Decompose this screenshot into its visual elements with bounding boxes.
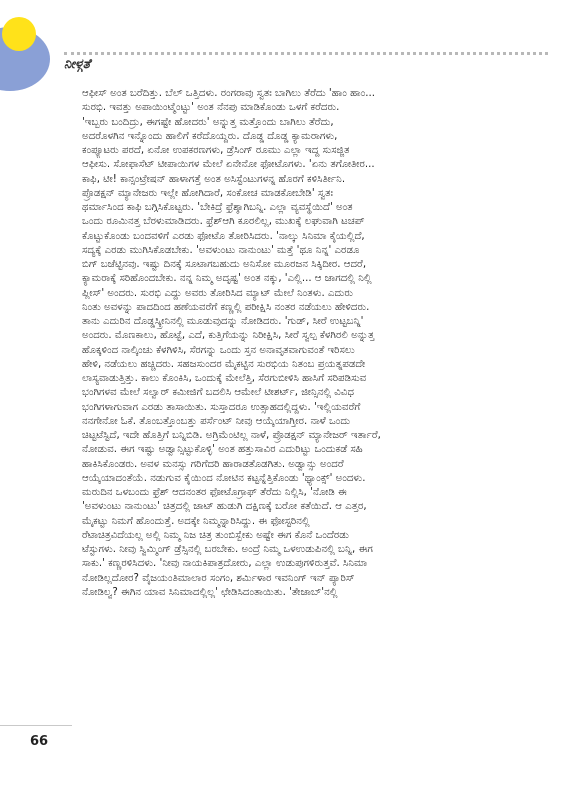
body-line: ಸುರಭಿ. ಇವತ್ತು ಅಪಾಯಿಂಟ್ಮೆಂಟ್ಟು' ಅಂತ ನೆನಪು ಮಾಡಿಕೊಂಡು ಒಳಗೆ ಕರೆದರು. (82, 102, 340, 114)
body-line: ತಾನು ಎದುರಿನ ದೊಡ್ಡಸ್ಕ್ರೀನಿನಲ್ಲಿ ಮೂಡುವುದನ್ನು ನೋಡಿದರು. 'ಗುಡ್, ಸೀರೆ ಉಟ್ಟಬನ್ನಿ' (82, 316, 364, 327)
section-title: ನೀಳ್ಗತೆ (64, 57, 91, 72)
article-body (82, 87, 522, 600)
body-line: ನನಗೇನೋ ಓಕೆ. ತೊಂಬತ್ತೊಂಬತ್ತು ಪರ್ಸೆಂಟ್ ನೀವು ಆಯ್ಕೆಯಾಗ್ತೀರ. ನಾಳೆ ಒಂದು (82, 415, 351, 427)
body-line: ಭಂಗಿಗಳವ ಮೇಲೆ ಸಲ್ವಾರ್ ಕಮೀಜಿಗೆ ಬದಲಿಸಿ ಆಮೇಲೆ ಟೀಶರ್ಟ್, ಜೀನ್ಸಿನಲ್ಲಿ ವಿವಿಧ (82, 387, 355, 399)
body-line: ಕ್ಯಾಮರಾಕ್ಕೆ ಸರಿಹೊಂದಬೇಕು. ನನ್ನ ನಿಮ್ಮ ಅದೃಷ್ಟ' ಅಂತ ನಕ್ಕು, 'ಎಲ್ಲಿ... ಆ ಜಾಗದಲ್ಲಿ ನಿಲ್ಲಿ (82, 273, 372, 285)
body-line: ಆಯ್ಕೆಯಾದಂತೆಯೆ. ನಡುಗುವ ಕೈಯಿಂದ ನೋಟಿನ ಕಟ್ಟನ್ನೆತ್ತಿಕೊಂಡು 'ಥ್ಯಾಂಕ್ಸ್' ಅಂದಳು. (82, 472, 366, 484)
body-line: ಆಫೀಸು. ಸೋಫಾಸೆಟ್ ಟೀಪಾಯಿಗಳ ಮೇಲೆ ಏನೇನೋ ಫೋಟೊಗಳು. 'ಏನು ತಗೋತೀರ... (82, 159, 375, 171)
body-line: 'ಇಬ್ಬರು ಬಂದಿದ್ರು, ಈಗಷ್ಟೇ ಹೋದರು' ಅನ್ನುತ್ತ ಮತ್ತೊಂದು ಬಾಗಿಲು ತೆರೆದು, (82, 116, 334, 128)
body-line: 'ಅವಳುಂಟು ನಾನುಂಟು' ಚಿತ್ರದಲ್ಲಿ ಜಾಟ್ ಹುಡುಗಿ ದಕ್ಷಿಣಕ್ಕೆ ಬರೋ ಕತೆಯಿದೆ. ಆ ಎತ್ತರ, (82, 501, 367, 513)
body-line: ಕೊಟ್ಟುಕೊಂಡು ಬಂದವಳಿಗೆ ಎರಡು ಫೋಟೊ ತೋರಿಸಿದರು. 'ನಾಲ್ಕು ಸಿನಿಮಾ ಕೈಯಲ್ಲಿದೆ, (82, 230, 365, 242)
body-line: ಕಾಫಿ, ಟೀ! ಕಾನ್ಸಂಟ್ರೇಷನ್ ಹಾಳಾಗತ್ತೆ ಅಂತ ಅಸಿಸ್ಟೆಂಟುಗಳನ್ನ ಹೊರಗೆ ಕಳಿಸಿರ್ತೀನಿ. (82, 173, 346, 185)
body-line: ಪ್ರೊಡಕ್ಷನ್ ಮ್ಯಾನೇಜರು ಇಲ್ಲೇ ಹೋಗಿದಾರೆ, ಸಂಕೋಚ ಮಾಡಕೋಬೇಡಿ' ಸ್ವತಃ (82, 187, 334, 199)
body-line: ಕಂಪ್ಯೂಟರು ಪರದೆ, ಏನೋ ಉಪಕರಣಗಳು, ಡ್ರೆಸಿಂಗ್ ರೂಮು ಎಲ್ಲಾ ಇದ್ದ ಸುಸಜ್ಜಿತ (82, 145, 350, 156)
body-line: ಸದ್ಯಕ್ಕೆ ಎರಡು ಮುಗಿಸಿಕೊಡಬೇಕು. 'ಅವಳುಂಟು ನಾನುಂಟು' ಮತ್ತೆ 'ಥೂ ನಿನ್ನ' ಎರಡೂ (82, 244, 360, 256)
body-line: ಅದರೊಳಗಿನ ಇನ್ನೊಂದು ಹಾಲಿಗೆ ಕರೆದೊಯ್ದರು. ದೊಡ್ಡ ದೊಡ್ಡ ಕ್ಯಾಮರಾಗಳು, (82, 130, 338, 142)
body-line: ಹೇಳಿ, ನಡೆಯಲು ಹಚ್ಚಿದರು. ಸಹಜಸುಂದರ ಮೈಕಟ್ಟಿನ ಸುರಭಿಯ ನಿತಂಬ ಪ್ರಯತ್ನಪಡದೇ (82, 358, 366, 370)
body-line: ಟೆಸ್ಟುಗಳು. ನೀವು ಸ್ವಿಮ್ಮಿಂಗ್ ಡ್ರೆಸ್ಸಿನಲ್ಲಿ ಬರಬೇಕು. ಅಂದ್ರೆ ನಿಮ್ಮ ಒಳಉಡುಪಿನಲ್ಲಿ ಬನ್ನಿ, ಈಗ (82, 544, 373, 555)
body-line: ನೋಡಿಲ್ವ? ಈಗಿನ ಯಾವ ಸಿನಿಮಾದಲ್ಲಿಲ್ಲ' ಛೇಡಿಸಿದಂತಾಯಿತು. 'ತೇಜಾಬ್'ನಲ್ಲಿ (82, 586, 338, 598)
body-line: ಅಂದರು. ಮೊಣಕಾಲು, ಹೊಟ್ಟೆ, ಎದೆ, ಕುತ್ತಿಗೆಯನ್ನು ನಿರೀಕ್ಷಿಸಿ, ಸೀರೆ ಸ್ವಲ್ಪ ಕೆಳಗಿರಲಿ ಅನ್ನುತ್ತ (82, 330, 375, 342)
dotted-header-rule (64, 52, 548, 55)
body-line: ನೋಡುವ. ಈಗ ಇಷ್ಟು ಅಡ್ವಾನ್ಸಿಟ್ಟುಕೊಳ್ಳಿ' ಅಂತ ಹತ್ತುಸಾವಿರ ಎದುರಿಟ್ಟು ಒಂದುಕಡೆ ಸಹಿ (82, 444, 363, 456)
body-line: ಥರ್ಮಾಸಿಂದ ಕಾಫಿ ಬಗ್ಗಿಸಿಕೊಟ್ಟರು. 'ಬೇಕಿದ್ರೆ ಫ್ರೆಶ್ಶಾಗಿಬನ್ನಿ. ಎಲ್ಲಾ ವ್ಯವಸ್ಥೆಯಿದೆ' ಅಂತ (82, 202, 353, 213)
body-line: ಒಂದು ರೂಮಿನತ್ತ ಬೆರಳುಮಾಡಿದರು. ಫ್ರೆಶ್‌ಆಗಿ ಕೂರಲಿಲ್ಲ, ಮುಖಕ್ಕೆ ಲಘುವಾಗಿ ಟಚಪ್ (82, 216, 365, 228)
body-line: ನೋಡಿಲ್ಲದೋರ? ವೈಜಯಂತಿಮಾಲಾರ ಸಂಗಂ, ಶರ್ಮಿಳಾರ ಇವನಿಂಗ್ ಇನ್ ಪ್ಯಾರಿಸ್ (82, 572, 355, 584)
body-line: ಬಿಗ್ ಬಜೆಟ್ಟಿನವು. ಇಷ್ಟು ದಿನಕ್ಕೆ ಸೂಟಾಗಬಹುದು ಅನಿಸೋ ಮೂರಜನ ಸಿಕ್ಕಿದೀರ. ಆದರೆ, (82, 259, 367, 270)
body-line: ರೆಟಾಚಿತ್ರವಿದೆಯಲ್ಲ ಅಲ್ಲಿ ನಿಮ್ಮ ನಿಜ ಚಿತ್ರ ತುಂಬಿಸ್ಬೇಕು ಅಷ್ಟೇ ಈಗ ಕೊನೆ ಒಂದೆರಡು (82, 529, 350, 541)
body-line: ಮರುದಿನ ಒಳಬಂದು ಫ್ರೆಶ್ ಆದನಂತರ ಫೋಟೊಗ್ರಾಫ್ ತೆರೆದು ನಿಲ್ಲಿಸಿ, 'ನೋಡಿ ಈ (82, 487, 347, 498)
body-line: ನಿಂತು ಅವಳನ್ನು ಪಾದದಿಂದ ಹಣೆಯವರೆಗೆ ಕಣ್ಣಲ್ಲಿ ಪರೀಕ್ಷಿಸಿ ನಂತರ ನಡೆಯಲು ಹೇಳಿದರು. (82, 301, 370, 313)
body-line: ಸಾಕು.' ಕಣ್ಣರಳಿಸಿದಳು. 'ನೀವು ನಾಯಕಿಪಾತ್ರದೋರು, ಎಲ್ಲಾ ಉಡುಪುಗಳಿರುತ್ತವೆ. ಸಿನಿಮಾ (82, 558, 368, 570)
decorative-yellow-circle (2, 17, 36, 51)
body-line: ಚಿಟ್ಟಟೆಸ್ಟಿದೆ, ಇದೇ ಹೊತ್ತಿಗೆ ಬನ್ನಿಬಿಡಿ. ಅಗ್ರಿಮೆಂಟಿಲ್ಲ ನಾಳೆ, ಪ್ರೊಡಕ್ಷನ್ ಮ್ಯಾನೇಜರ್ ಇರ್ತಾರೆ, (82, 430, 381, 441)
body-line: ಭಂಗಿಗಳಾಗುವಾಗ ಎರಡು ತಾಸಾಯಿತು. ಸುಸ್ತಾದರೂ ಉತ್ಸಾಹದಲ್ಲಿದ್ದಳು. 'ಇಲ್ಲಿಯವರೆಗೆ (82, 401, 361, 413)
footer-rule (0, 725, 72, 726)
body-line: ಆಫೀಸ್ ಅಂತ ಬರೆದಿತ್ತು. ಬೆಲ್ ಒತ್ತಿದಳು. ರಂಗರಾವು ಸ್ವತಃ ಬಾಗಿಲು ತೆರೆದು 'ಹಾಂ ಹಾಂ... (82, 88, 376, 99)
body-line: ಹಾಕಿಸಿಕೊಂಡರು. ಅವಳ ಮನಸ್ಸು ಗರಿಗೆದರಿ ಹಾರಾಡತೊಡಗಿತು. ಅಡ್ವಾನ್ಸು ಅಂದರೆ (82, 458, 344, 470)
body-line: ಲಾಸ್ಯವಾಡುತ್ತಿತ್ತು. ಕಾಲು ಕೊಂಕಿಸಿ, ಒಂದುಕ್ಕೆ ಮೇಲೆತ್ತಿ, ಸೆರಗುಬೀಳಿಸಿ ಹಾಸಿಗೆ ಸರಿಪಡಿಸುವ (82, 373, 367, 384)
body-line: ಹೊಕ್ಕಳಿಂದ ನಾಲ್ಕಿಂಚು ಕೆಳಗಿಳಿಸಿ, ಸೆರಗನ್ನು ಒಂದು ಸ್ತನ ಅನಾವೃತವಾಗುವಂತೆ ಇರಿಸಲು (82, 344, 355, 356)
body-line: ಮೈಕಟ್ಟು ನಿಮಗೆ ಹೊಂದುತ್ತೆ. ಅದಕ್ಕೇ ನಿಮ್ಮನ್ನಾರಿಸಿದ್ದು. ಈ ಫೋಸ್ಟರಿನಲ್ಲಿ (82, 515, 310, 527)
page-number: 66 (30, 734, 49, 749)
body-line: ಪ್ಲೀಸ್' ಅಂದರು. ಸುರಭಿ ಎದ್ದು ಅವರು ತೋರಿಸಿದ ಮ್ಯಾಟ್ ಮೇಲೆ ನಿಂತಳು. ಎದುರು (82, 287, 353, 299)
